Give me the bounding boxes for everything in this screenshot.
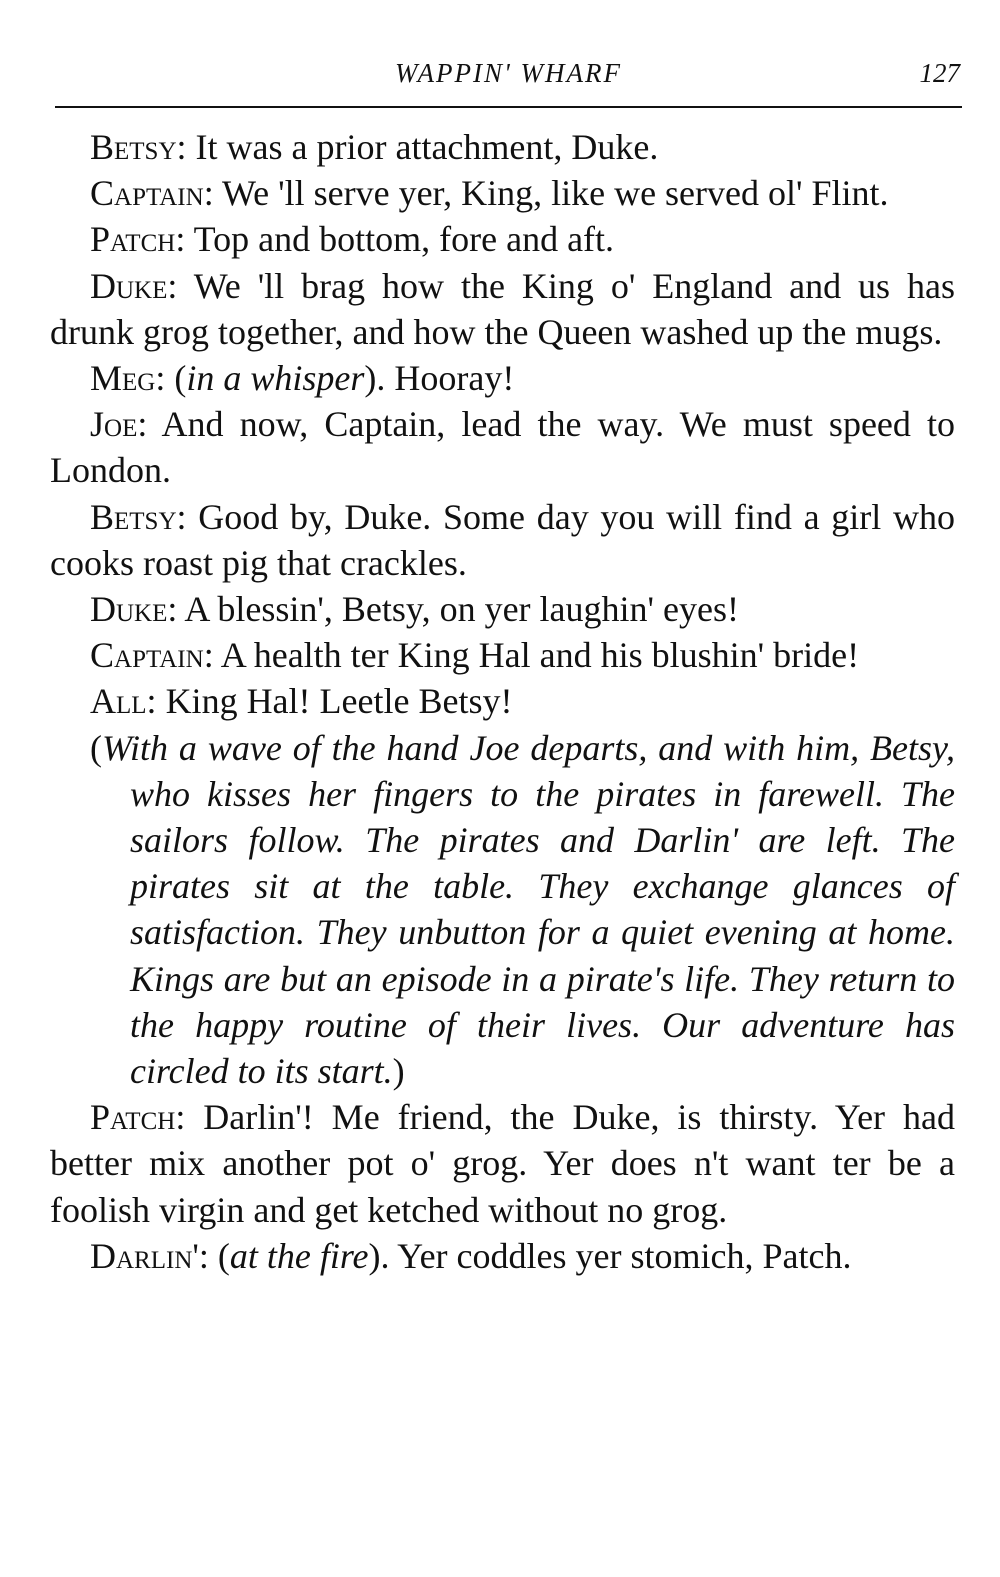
speech-text: We 'll brag how the King o' England and us has drunk grog together, and how the Queen washed up the mugs. [50, 265, 955, 352]
speaker-name: Patch [90, 1097, 176, 1138]
speaker-name: Meg [90, 358, 156, 399]
speech-line: Darlin': (at the fire). Yer coddles yer stomich, Patch. [90, 1235, 852, 1276]
speech-line: Joe: And now, Captain, lead the way. We must speed to London. [50, 404, 955, 491]
speaker-name: Duke [90, 589, 168, 630]
speech-line: All: King Hal! Leetle Betsy! [90, 681, 513, 722]
speech-line: Duke: We 'll brag how the King o' England and us has drunk grog together, and how the Queen washed up the mugs. [50, 265, 955, 352]
speech-line: Betsy: Good by, Duke. Some day you will find a girl who cooks roast pig that crackles. [50, 496, 955, 583]
page-header [55, 58, 962, 108]
speaker-name: All [90, 681, 147, 722]
stage-direction: (With a wave of the hand Joe departs, and with him, Betsy, who kisses her fingers to the pirates in farewell. The sailors follow. The pirates and Darlin' are left. The pirates sit at the table. They exchange glances of satisfaction. They unbutton for a quiet evening at home. Kings are but an episode in a pirate's life. They return to the happy routine of their lives. Our adventure has circled to its start.) [90, 727, 955, 1092]
running-title: WAPPIN' WHARF [394, 58, 623, 88]
speech-text: Good by, Duke. Some day you will find a girl who cooks roast pig that crackles. [50, 496, 955, 583]
speech-line: Patch: Darlin'! Me friend, the Duke, is thirsty. Yer had better mix another pot o' grog. Yer does n't want ter be a foolish virgin and get ketched without no grog. [50, 1097, 955, 1230]
speech-text: A blessin', Betsy, on yer laughin' eyes! [184, 589, 739, 630]
speaker-name: Duke [90, 265, 168, 306]
speech-line: Meg: (in a whisper). Hooray! [90, 358, 515, 399]
speech-text: . Yer coddles yer stomich, Patch. [380, 1235, 852, 1276]
speech-line: Duke: A blessin', Betsy, on yer laughin' eyes! [90, 589, 739, 630]
speaker-name: Joe [90, 404, 138, 445]
speaker-name: Captain [90, 173, 204, 214]
page-body [50, 124, 955, 1279]
page-number: 127 [919, 58, 960, 88]
speaker-name: Betsy [90, 127, 177, 167]
speech-text: And now, Captain, lead the way. We must speed to London. [50, 404, 955, 491]
speech-line: Captain: A health ter King Hal and his blushin' bride! [90, 635, 860, 676]
speech-text: Darlin'! Me friend, the Duke, is thirsty. Yer had better mix another pot o' grog. Yer does n't want ter be a foolish virgin and get ketched without no grog. [50, 1097, 955, 1230]
stage-direction-text: With a wave of the hand Joe departs, and with him, Betsy, who kisses her fingers to the pirates in farewell. The sailors follow. The pirates and Darlin' are left. The pirates sit at the table. They exchange glances of satisfaction. They unbutton for a quiet evening at home. Kings are but an episode in a pirate's life. They return to the happy routine of their lives. Our adventure has circled to its start. [102, 727, 955, 1092]
speaker-name: Patch [90, 219, 176, 260]
speech-line: Patch: Top and bottom, fore and aft. [90, 219, 615, 260]
speech-text: . Hooray! [376, 358, 515, 399]
speech-line: Betsy: It was a prior attachment, Duke. [90, 127, 659, 167]
speech-text: A health ter King Hal and his blushin' bride! [220, 635, 860, 676]
speech-line: Captain: We 'll serve yer, King, like we served ol' Flint. [90, 173, 889, 214]
speaker-name: Darlin' [90, 1235, 199, 1276]
speech-text: We 'll serve yer, King, like we served ol' Flint. [222, 173, 889, 214]
speech-text: It was a prior attachment, Duke. [195, 127, 659, 167]
speech-text: Top and bottom, fore and aft. [193, 219, 615, 260]
speaker-name: Betsy [90, 496, 177, 537]
speech-text: King Hal! Leetle Betsy! [165, 681, 513, 722]
speaker-name: Captain [90, 635, 204, 676]
inline-stage-direction: in a whisper [186, 358, 365, 399]
inline-stage-direction: at the fire [229, 1235, 369, 1276]
